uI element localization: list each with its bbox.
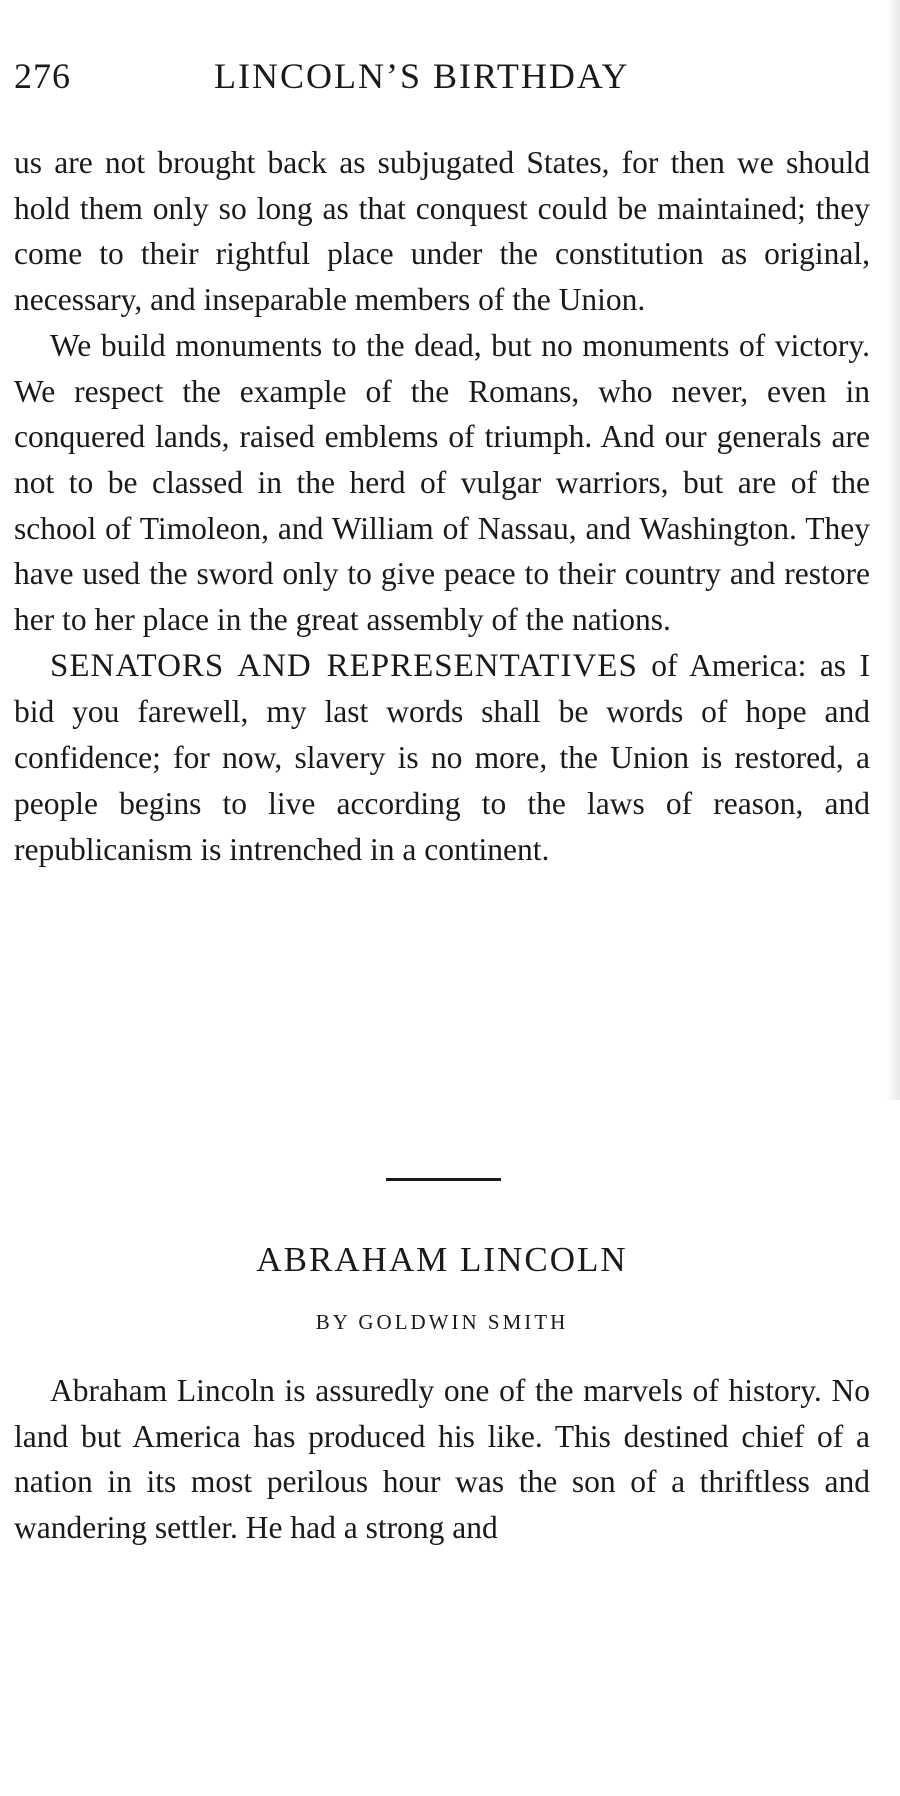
page-number: 276 [14, 56, 71, 96]
scan-edge-shadow [886, 0, 900, 1100]
section-divider [386, 1178, 501, 1181]
farewell-lead: SENATORS AND REPRESENTATIVES [50, 647, 638, 684]
paragraph-opening: Abraham Lincoln is assuredly one of the marvels of history. No land but America has produced his like. This destined chief of a nation in its most perilous hour was the son of a thriftless and wandering settler. He had a strong and [14, 1373, 870, 1546]
article-title: ABRAHAM LINCOLN [256, 1240, 628, 1279]
article-byline: BY GOLDWIN SMITH [315, 1310, 569, 1334]
running-title: LINCOLN’S BIRTHDAY [214, 56, 630, 96]
speech-conclusion [14, 140, 870, 872]
farewell-text: of America: as I bid you farewell, my last words shall be words of hope and confidence; for now, slavery is no more, the Union is restored, a people begins to live according to the laws of reason, and republicanism is intrenched in a continent. [14, 647, 870, 867]
article-body [14, 1368, 870, 1551]
paragraph-continued: us are not brought back as subjugated States, for then we should hold them only so long as that conquest could be maintained; they come to their rightful place under the constitution as original, necessary, and inseparable members of the Union. [14, 145, 870, 318]
paragraph-farewell [14, 643, 870, 873]
running-head [14, 55, 870, 105]
paragraph-monuments: We build monuments to the dead, but no monuments of victory. We respect the example of the Romans, who never, even in conquered lands, raised emblems of triumph. And our generals are not to be classed in the herd of vulgar warriors, but are of the school of Timoleon, and William of Nassau, and Washington. They have used the sword only to give peace to their country and restore her to her place in the great assembly of the nations. [14, 327, 870, 638]
book-page [14, 0, 870, 1796]
